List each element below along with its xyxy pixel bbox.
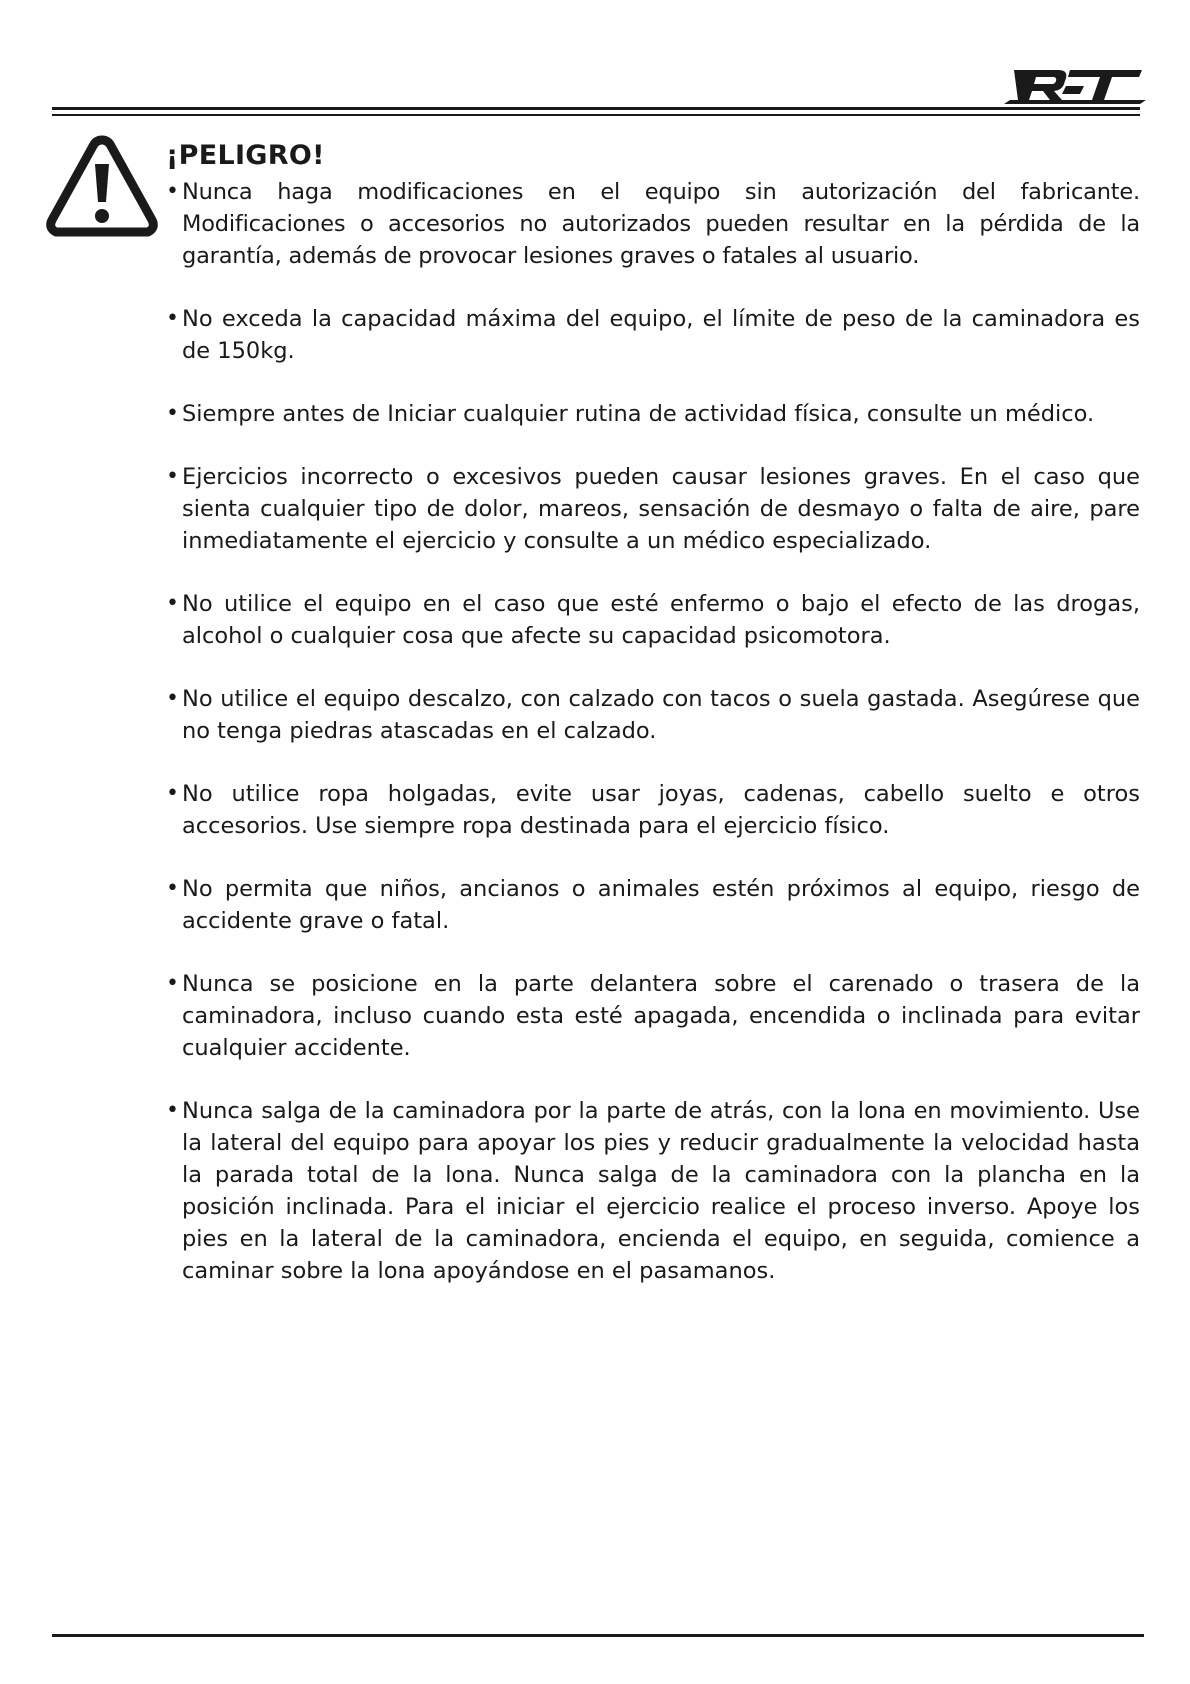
warning-item (166, 398, 1140, 430)
bullet: • (166, 591, 179, 616)
warning-triangle-icon (44, 132, 160, 242)
rt-logo (1000, 64, 1150, 110)
bullet: • (166, 401, 179, 426)
bullet: • (166, 1098, 179, 1123)
warning-item-text: No permita que niños, ancianos o animales estén próximos al equipo, riesgo de accidente grave o fatal. (182, 876, 1140, 934)
warning-item-text: No utilice el equipo en el caso que esté enfermo o bajo el efecto de las drogas, alcohol o cualquier cosa que afecte su capacidad psicomotora. (182, 591, 1140, 649)
warning-item-text: Nunca se posicione en la parte delantera sobre el carenado o trasera de la caminadora, incluso cuando esta esté apagada, encendida o inclinada para evitar cualquier accidente. (182, 971, 1140, 1061)
warning-item-text: Nunca salga de la caminadora por la parte de atrás, con la lona en movimiento. Use la lateral del equipo para apoyar los pies y reducir gradualmente la velocidad hasta la parada total de la lona. Nunca salga de la caminadora con la plancha en la posición inclinada. Para el iniciar el ejercicio realice el proceso inverso. Apoye los pies en la lateral de la caminadora, encienda el equipo, en seguida, comience a caminar sobre la lona apoyándose en el pasamanos. (182, 1098, 1140, 1284)
warning-title: ¡PELIGRO! (166, 140, 325, 171)
warning-item-text: Siempre antes de Iniciar cualquier rutina de actividad física, consulte un médico. (182, 401, 1095, 427)
warning-item-text: Ejercicios incorrecto o excesivos pueden causar lesiones graves. En el caso que sienta cualquier tipo de dolor, mareos, sensación de desmayo o falta de aire, pare inmediatamente el ejercicio y consulte a un médico especializado. (182, 464, 1140, 554)
warning-item (166, 683, 1140, 747)
bullet: • (166, 686, 179, 711)
warning-item-text: No exceda la capacidad máxima del equipo, el límite de peso de la caminadora es de 150kg. (182, 306, 1140, 364)
warning-item-text: No utilice el equipo descalzo, con calzado con tacos o suela gastada. Asegúrese que no tenga piedras atascadas en el calzado. (182, 686, 1140, 744)
warning-list (166, 176, 1140, 1318)
warning-item (166, 303, 1140, 367)
warning-item (166, 873, 1140, 937)
warning-item (166, 778, 1140, 842)
warning-item-text: No utilice ropa holgadas, evite usar joyas, cadenas, cabello suelto e otros accesorios. Use siempre ropa destinada para el ejercicio físico. (182, 781, 1140, 839)
bullet: • (166, 179, 179, 204)
warning-item-text: Nunca haga modificaciones en el equipo sin autorización del fabricante. Modificaciones o accesorios no autorizados pueden resultar en la pérdida de la garantía, además de provocar lesiones graves o fatales al usuario. (182, 179, 1140, 269)
header-rule-thin (52, 114, 1140, 116)
warning-item (166, 588, 1140, 652)
warning-item (166, 176, 1140, 272)
footer-rule (52, 1634, 1144, 1637)
bullet: • (166, 464, 179, 489)
header-rule-thick (52, 107, 1140, 110)
bullet: • (166, 781, 179, 806)
bullet: • (166, 876, 179, 901)
warning-item (166, 968, 1140, 1064)
bullet: • (166, 971, 179, 996)
bullet: • (166, 306, 179, 331)
warning-item (166, 461, 1140, 557)
warning-item (166, 1095, 1140, 1287)
